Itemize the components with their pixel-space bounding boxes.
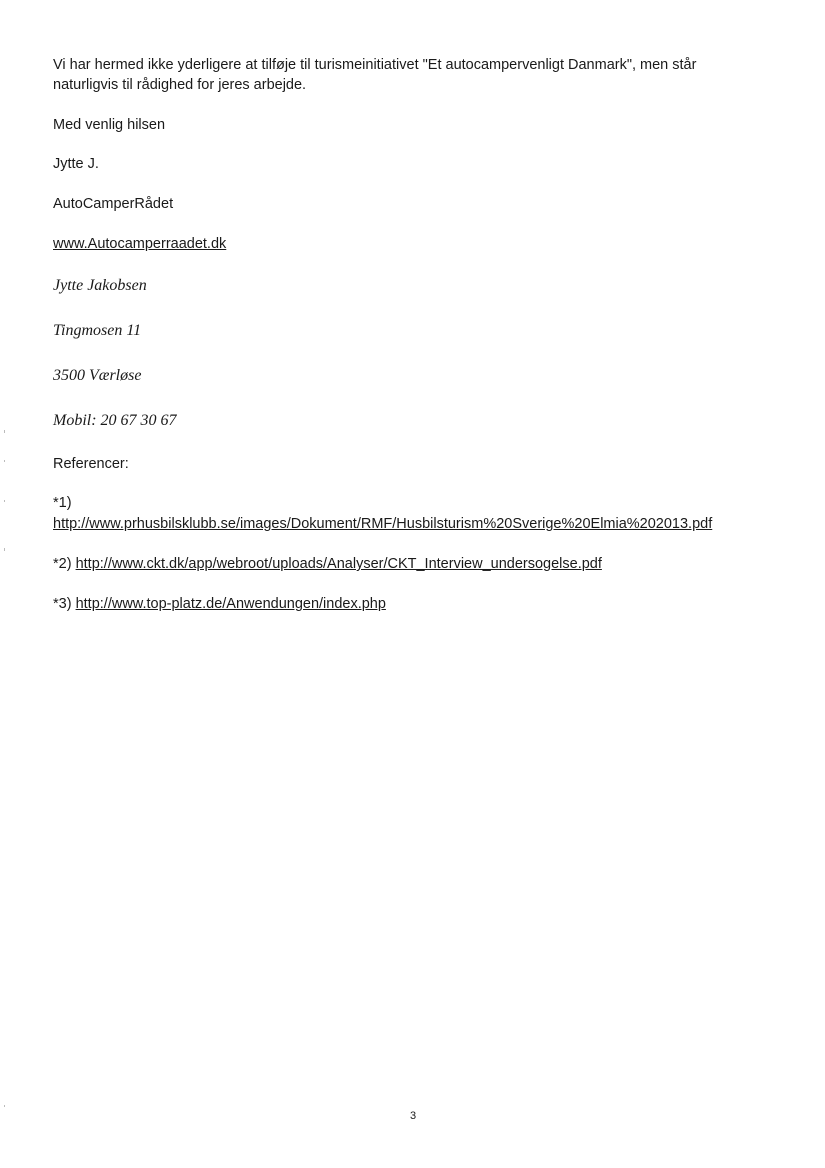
closing-paragraph-line-1: Vi har hermed ikke yderligere at tilføje til turismeinitiativet "Et autocampervenligt Danmark", men står <box>53 57 697 73</box>
contact-street: Tingmosen 11 <box>53 322 142 339</box>
scan-artifact <box>4 500 5 502</box>
reference-3 <box>53 595 386 614</box>
greeting: Med venlig hilsen <box>53 117 166 133</box>
scan-artifact <box>4 1105 5 1107</box>
references-heading: Referencer: <box>53 456 129 472</box>
closing-paragraph-line-2: naturligvis til rådighed for jeres arbejde. <box>53 77 307 93</box>
reference-2-link[interactable]: http://www.ckt.dk/app/webroot/uploads/Analyser/CKT_Interview_undersogelse.pdf <box>75 556 602 572</box>
scan-artifact <box>4 430 5 433</box>
reference-1-link[interactable]: http://www.prhusbilsklubb.se/images/Dokument/RMF/Husbilsturism%20Sverige%20Elmia%202013.pdf <box>53 516 713 532</box>
reference-1-marker: *1) <box>53 495 72 511</box>
reference-3-marker: *3) <box>53 596 72 612</box>
signer-short: Jytte J. <box>53 156 99 172</box>
website-link[interactable]: www.Autocamperraadet.dk <box>53 236 227 252</box>
organization-name: AutoCamperRådet <box>53 196 174 212</box>
page-number: 3 <box>410 1110 417 1122</box>
reference-2 <box>53 555 602 574</box>
contact-city: 3500 Værløse <box>53 367 142 384</box>
contact-mobile: Mobil: 20 67 30 67 <box>53 412 177 429</box>
contact-name: Jytte Jakobsen <box>53 277 147 294</box>
scan-artifact <box>4 460 5 462</box>
reference-2-marker: *2) <box>53 556 72 572</box>
reference-3-link[interactable]: http://www.top-platz.de/Anwendungen/index.php <box>75 596 386 612</box>
scan-artifact <box>4 548 5 551</box>
